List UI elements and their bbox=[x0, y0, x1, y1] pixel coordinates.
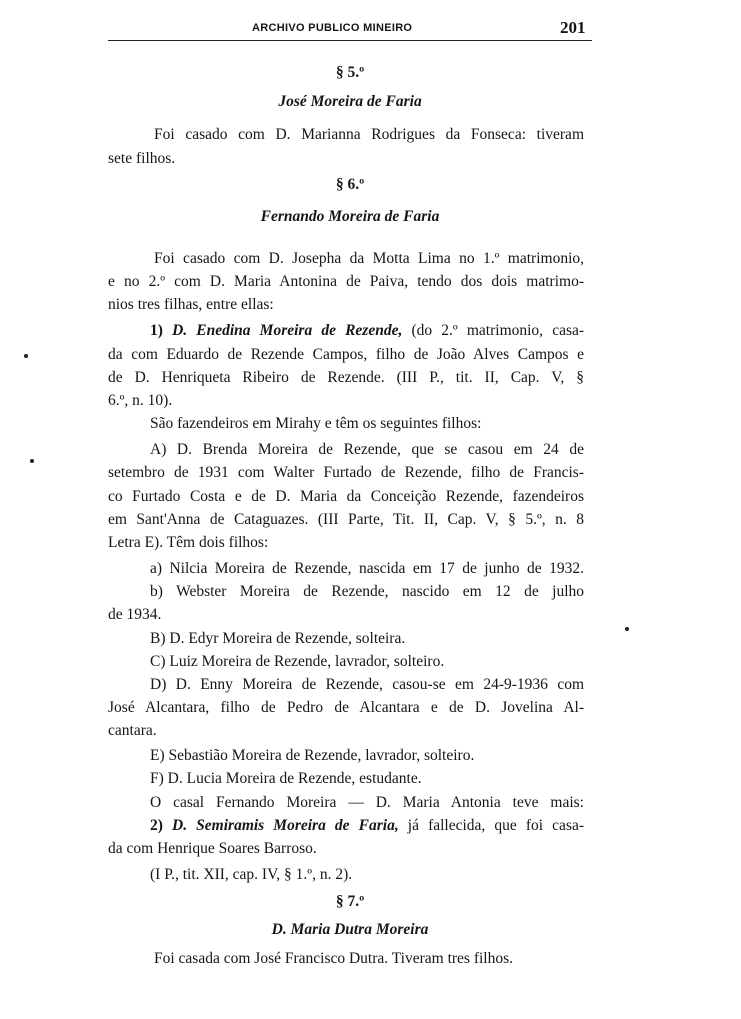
paragraph-line: Letra E). Têm dois filhos: bbox=[108, 534, 269, 551]
paragraph-line: O casal Fernando Moreira — D. Maria Antonia teve mais: bbox=[150, 794, 584, 811]
paragraph-line: e no 2.º com D. Maria Antonina de Paiva, tendo dos dois matrimo- bbox=[108, 273, 584, 290]
paragraph-line: B) D. Edyr Moreira de Rezende, solteira. bbox=[150, 630, 406, 647]
paragraph-line: setembro de 1931 com Walter Furtado de Rezende, filho de Francis- bbox=[108, 464, 584, 481]
paragraph-line: co Furtado Costa e de D. Maria da Conceição Rezende, fazendeiros bbox=[108, 488, 584, 505]
paragraph-line: José Alcantara, filho de Pedro de Alcantara e de D. Jovelina Al- bbox=[108, 699, 584, 716]
scan-speck bbox=[625, 627, 629, 631]
paragraph-line: b) Webster Moreira de Rezende, nascido em 12 de julho bbox=[150, 583, 584, 600]
paragraph-line: da com Henrique Soares Barroso. bbox=[108, 840, 317, 857]
item-number: 1) bbox=[150, 322, 163, 339]
item-number: 2) bbox=[150, 817, 163, 834]
item-person-name: D. Enedina Moreira de Rezende, bbox=[172, 322, 403, 339]
paragraph-line: (I P., tit. XII, cap. IV, § 1.º, n. 2). bbox=[150, 866, 353, 883]
paragraph-line: de D. Henriqueta Ribeiro de Rezende. (III P., tit. II, Cap. V, § bbox=[108, 369, 584, 386]
item-text: (do 2.º matrimonio, casa- bbox=[411, 322, 585, 339]
paragraph-line: de 1934. bbox=[108, 606, 162, 623]
paragraph-line: 6.º, n. 10). bbox=[108, 392, 173, 409]
header-rule bbox=[108, 40, 592, 41]
enumerated-item-line bbox=[150, 322, 584, 340]
paragraph-line: nios tres filhas, entre ellas: bbox=[108, 296, 274, 313]
paragraph-line: em Sant'Anna de Cataguazes. (III Parte, Tit. II, Cap. V, § 5.º, n. 8 bbox=[108, 511, 584, 528]
section-person-name: Fernando Moreira de Faria bbox=[260, 208, 440, 225]
section-person-name: José Moreira de Faria bbox=[278, 93, 422, 110]
paragraph-line: São fazendeiros em Mirahy e têm os seguintes filhos: bbox=[150, 415, 482, 432]
scan-speck bbox=[24, 354, 28, 358]
paragraph-line: cantara. bbox=[108, 722, 157, 739]
page-number: 201 bbox=[560, 18, 586, 37]
paragraph-line: A) D. Brenda Moreira de Rezende, que se casou em 24 de bbox=[150, 441, 584, 458]
paragraph-line: D) D. Enny Moreira de Rezende, casou-se em 24-9-1936 com bbox=[150, 676, 584, 693]
paragraph-line: da com Eduardo de Rezende Campos, filho de João Alves Campos e bbox=[108, 346, 584, 363]
section-heading: § 6.º bbox=[335, 176, 365, 193]
section-person-name: D. Maria Dutra Moreira bbox=[271, 921, 429, 938]
paragraph-line: a) Nilcia Moreira de Rezende, nascida em 17 de junho de 1932. bbox=[150, 560, 584, 577]
paragraph-line: Foi casado com D. Josepha da Motta Lima no 1.º matrimonio, bbox=[154, 250, 584, 267]
scan-speck bbox=[30, 459, 34, 463]
item-person-name: D. Semiramis Moreira de Faria, bbox=[172, 817, 399, 834]
section-heading: § 7.º bbox=[335, 893, 365, 910]
paragraph-line: Foi casado com D. Marianna Rodrigues da Fonseca: tiveram bbox=[154, 126, 584, 143]
running-header: ARCHIVO PUBLICO MINEIRO bbox=[252, 22, 413, 34]
paragraph-line: E) Sebastião Moreira de Rezende, lavrador, solteiro. bbox=[150, 747, 475, 764]
paragraph-line: C) Luiz Moreira de Rezende, lavrador, solteiro. bbox=[150, 653, 445, 670]
enumerated-item-line bbox=[150, 817, 584, 835]
item-text: já fallecida, que foi casa- bbox=[407, 817, 584, 834]
paragraph-line: Foi casada com José Francisco Dutra. Tiveram tres filhos. bbox=[154, 950, 514, 967]
paragraph-line: sete filhos. bbox=[108, 150, 176, 167]
section-heading: § 5.º bbox=[335, 64, 365, 81]
paragraph-line: F) D. Lucia Moreira de Rezende, estudante. bbox=[150, 770, 422, 787]
